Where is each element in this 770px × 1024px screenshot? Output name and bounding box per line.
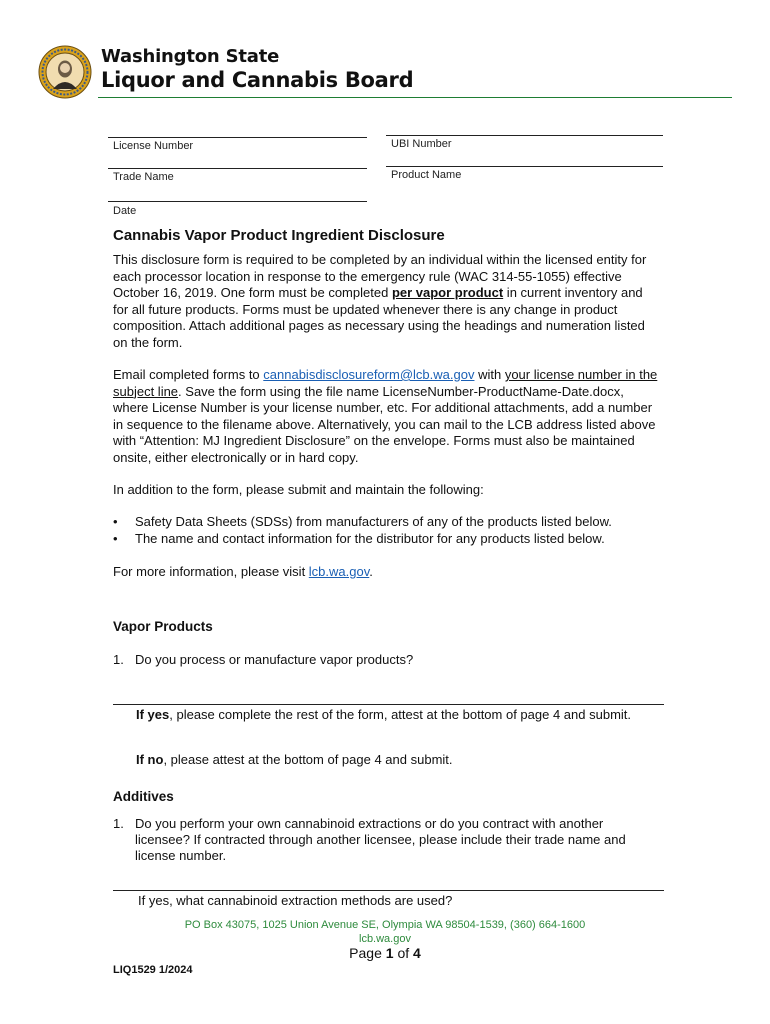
if-no-label: If no bbox=[136, 752, 164, 767]
email-text-c: . Save the form using the file name LicenseNumber-ProductName-Date.docx, where License Number is your license number, etc. For additional attachments, add a number in sequence to the filename above. Alternatively, you can mail to the LCB address listed above with “Attention: MJ Ingredient Disclosure” on the envelope. Forms must also be maintained onsite, either electronically or in hard copy. bbox=[113, 383, 656, 465]
if-yes-text: , please complete the rest of the form, attest at the bottom of page 4 and submit. bbox=[169, 707, 632, 722]
vapor-answer-input[interactable] bbox=[113, 704, 664, 705]
question-number: 1. bbox=[113, 816, 124, 831]
page-current: 1 bbox=[385, 945, 394, 961]
if-yes-label: If yes bbox=[136, 707, 170, 722]
if-yes-instruction bbox=[136, 707, 636, 724]
list-item bbox=[113, 514, 673, 531]
list-item bbox=[113, 531, 673, 548]
question-number: 1. bbox=[113, 652, 124, 667]
date-label: Date bbox=[113, 205, 137, 217]
more-info-text-b: . bbox=[369, 564, 373, 579]
intro-text-c: in current inventory and for all future products. Forms must be updated whenever there is any change in product composition. Attach additional pages as necessary using the headings and numeration listed on the form. bbox=[113, 285, 645, 350]
washington-state-seal-icon bbox=[38, 45, 92, 99]
page-total: 4 bbox=[413, 945, 421, 961]
form-code: LIQ1529 1/2024 bbox=[113, 964, 193, 976]
vapor-products-heading: Vapor Products bbox=[113, 619, 213, 634]
page-mid: of bbox=[393, 945, 414, 961]
page-prefix: Page bbox=[349, 945, 386, 961]
date-input[interactable] bbox=[108, 201, 367, 202]
additional-submission-text: In addition to the form, please submit and maintain the following: bbox=[113, 482, 484, 497]
ubi-number-input[interactable] bbox=[386, 135, 663, 136]
license-number-input[interactable] bbox=[108, 137, 367, 138]
footer-website: lcb.wa.gov bbox=[359, 933, 411, 945]
extraction-methods-question: If yes, what cannabinoid extraction methods are used? bbox=[138, 893, 453, 908]
org-name-line2: Liquor and Cannabis Board bbox=[101, 68, 414, 92]
product-name-input[interactable] bbox=[386, 166, 663, 167]
lcb-website-link[interactable]: lcb.wa.gov bbox=[308, 564, 370, 579]
question-text: Do you process or manufacture vapor products? bbox=[135, 652, 414, 667]
more-info-paragraph bbox=[113, 564, 661, 581]
email-text-b: with bbox=[474, 367, 505, 382]
list-item-text: Safety Data Sheets (SDSs) from manufacturers of any of the products listed below. bbox=[135, 514, 612, 529]
question-text: Do you perform your own cannabinoid extractions or do you contract with another licensee? If contracted through another licensee, please include their trade name and license number. bbox=[135, 816, 626, 863]
if-no-instruction bbox=[136, 752, 636, 769]
per-vapor-product-emphasis: per vapor product bbox=[391, 285, 504, 300]
submission-list bbox=[113, 514, 673, 547]
email-link[interactable]: cannabisdisclosureform@lcb.wa.gov bbox=[263, 367, 475, 382]
intro-paragraph bbox=[113, 252, 661, 351]
list-item-text: The name and contact information for the distributor for any products listed below. bbox=[135, 530, 605, 546]
email-paragraph bbox=[113, 367, 661, 466]
org-name-line1: Washington State bbox=[101, 46, 280, 67]
additives-question-1 bbox=[113, 816, 643, 864]
vapor-question-1 bbox=[113, 652, 653, 668]
footer-address: PO Box 43075, 1025 Union Avenue SE, Olympia WA 98504-1539, (360) 664-1600 bbox=[184, 919, 586, 931]
email-text-a: Email completed forms to bbox=[113, 367, 264, 382]
trade-name-input[interactable] bbox=[108, 168, 367, 169]
page-number bbox=[0, 945, 770, 961]
bullet-icon: • bbox=[113, 514, 118, 529]
page-title: Cannabis Vapor Product Ingredient Disclosure bbox=[113, 227, 445, 244]
license-number-label: License Number bbox=[113, 140, 194, 152]
if-no-text: , please attest at the bottom of page 4 and submit. bbox=[163, 752, 453, 767]
bullet-icon: • bbox=[113, 530, 118, 546]
additives-answer-input[interactable] bbox=[113, 890, 664, 891]
product-name-label: Product Name bbox=[391, 169, 462, 181]
ubi-number-label: UBI Number bbox=[391, 138, 452, 150]
header-divider bbox=[98, 97, 732, 98]
more-info-text-a: For more information, please visit bbox=[113, 564, 309, 579]
subject-line-instruction: your license number in the subject line bbox=[113, 367, 658, 399]
trade-name-label: Trade Name bbox=[113, 171, 174, 183]
intro-text-a: This disclosure form is required to be completed by an individual within the licensed entity for each processor location in response to the emergency rule (WAC 314-55-1055) effective October 16, 2019. One form must be completed bbox=[113, 252, 647, 300]
additives-heading: Additives bbox=[113, 789, 174, 804]
